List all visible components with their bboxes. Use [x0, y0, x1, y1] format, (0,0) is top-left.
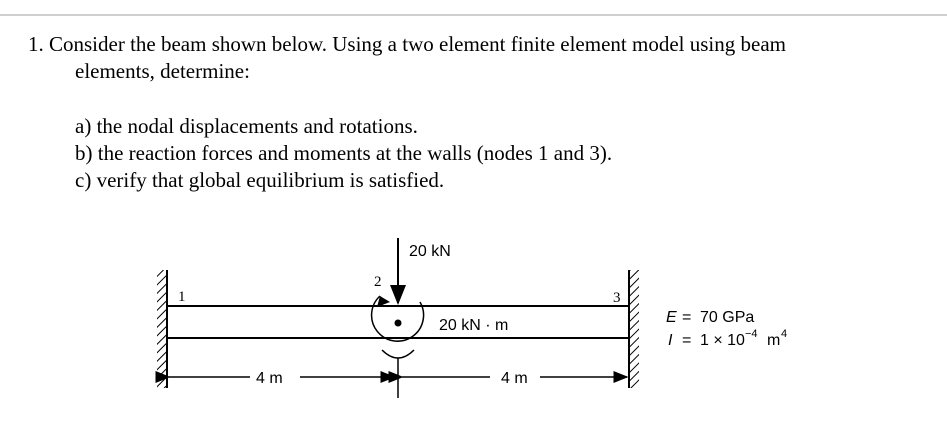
span-1-label: 4 m [256, 370, 283, 387]
I-symbol: I [668, 332, 673, 349]
material-properties [666, 309, 787, 349]
part-c: c) verify that global equilibrium is satisfied. [75, 168, 445, 192]
node-3-label: 3 [613, 290, 621, 306]
right-wall [629, 270, 639, 388]
I-equals: = [682, 332, 692, 349]
force-label: 20 kN [409, 243, 451, 260]
I-value: 1 × 10 [700, 332, 745, 349]
left-wall [157, 270, 167, 388]
node-2-label: 2 [374, 274, 382, 290]
E-symbol: E [666, 309, 677, 326]
I-unit: m [767, 332, 781, 349]
question-line-1: 1. Consider the beam shown below. Using a two element finite element model using beam [28, 32, 786, 56]
part-a: a) the nodal displacements and rotations. [75, 114, 418, 138]
I-exponent: −4 [745, 328, 758, 340]
part-b: b) the reaction forces and moments at the walls (nodes 1 and 3). [75, 141, 613, 165]
node-1-label: 1 [178, 289, 186, 305]
moment-label: 20 kN · m [439, 317, 509, 334]
span-2-label: 4 m [501, 370, 528, 387]
E-equals: = [682, 309, 692, 326]
question-line-2: elements, determine: [75, 59, 250, 83]
I-unit-exponent: 4 [781, 328, 788, 340]
node-2-support [382, 350, 414, 398]
E-value: 70 GPa [700, 309, 755, 326]
